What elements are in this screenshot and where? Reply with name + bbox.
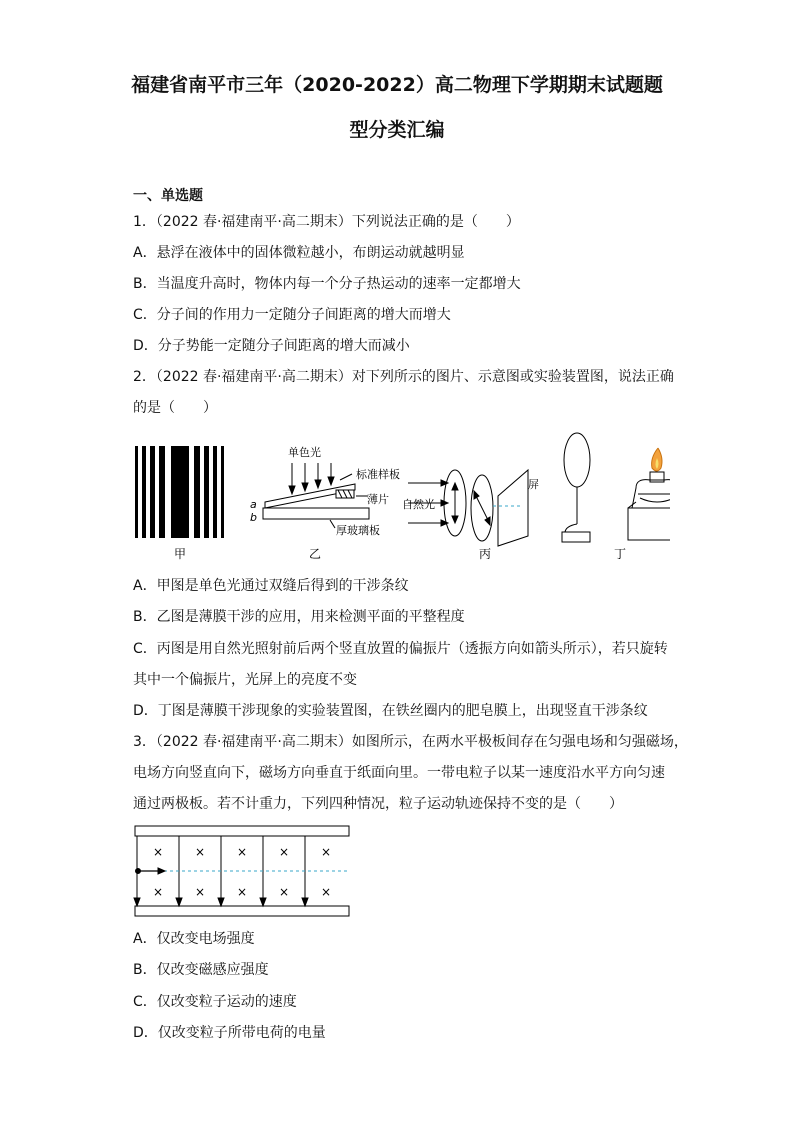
q2-option-d: D．丁图是薄膜干涉现象的实验装置图，在铁丝圈内的肥皂膜上，出现竖直干涉条纹 <box>133 703 648 719</box>
q3-figure <box>132 824 352 920</box>
q1-stem: 1．（2022 春·福建南平·高二期末）下列说法正确的是（ ） <box>133 214 520 230</box>
q2-option-c-line2: 其中一个偏振片，光屏上的亮度不变 <box>133 672 357 688</box>
doc-title-line1: 福建省南平市三年（2020-2022）高二物理下学期期末试题题 <box>131 74 663 96</box>
doc-title-line2: 型分类汇编 <box>349 119 445 141</box>
svg-text:×: × <box>278 845 290 859</box>
q2-stem-line1: 2．（2022 春·福建南平·高二期末）对下列所示的图片、示意图或实验装置图，说法正确 <box>133 369 674 385</box>
polarizer-diagram <box>402 470 539 546</box>
q3-stem-line1: 3．（2022 春·福建南平·高二期末）如图所示，在两水平极板间存在匀强电场和匀强磁场， <box>133 734 688 750</box>
section-heading: 一、单选题 <box>133 188 203 204</box>
label-a: a <box>250 498 257 511</box>
q2-stem-line2: 的是（ ） <box>133 400 217 416</box>
q1-option-b: B．当温度升高时，物体内每一个分子热运动的速率一定都增大 <box>133 276 521 292</box>
q2-option-c-line1: C．丙图是用自然光照射前后两个竖直放置的偏振片（透振方向如箭头所示），若只旋转 <box>133 641 668 657</box>
bottom-plate <box>135 906 349 916</box>
q3-option-b: B．仅改变磁感应强度 <box>133 962 269 978</box>
q2-option-a: A．甲图是单色光通过双缝后得到的干涉条纹 <box>133 578 409 594</box>
top-plate <box>135 826 349 836</box>
svg-text:×: × <box>320 885 332 899</box>
label-screen: 屏 <box>528 478 539 491</box>
svg-text:×: × <box>152 845 164 859</box>
label-b: b <box>250 511 257 524</box>
label-std-plate: 标准样板 <box>356 468 400 481</box>
label-natural-light: 自然光 <box>402 498 435 511</box>
q3-option-d: D．仅改变粒子所带电荷的电量 <box>133 1025 326 1041</box>
label-thin-sheet: 薄片 <box>367 493 389 506</box>
magnetic-field-crosses <box>153 845 331 899</box>
svg-text:×: × <box>194 885 206 899</box>
label-bing: 丙 <box>478 547 492 561</box>
q3-option-c: C．仅改变粒子运动的速度 <box>133 994 297 1010</box>
q1-option-a: A．悬浮在液体中的固体微粒越小，布朗运动就越明显 <box>133 245 465 261</box>
wedge-film-diagram <box>250 445 400 537</box>
svg-text:×: × <box>236 885 248 899</box>
q2-figure <box>130 428 670 568</box>
fringe-pattern <box>135 446 224 538</box>
particle <box>136 869 141 874</box>
label-jia: 甲 <box>173 547 187 561</box>
q3-stem-line2: 电场方向竖直向下，磁场方向垂直于纸面向里。一带电粒子以某一速度沿水平方向匀速 <box>133 765 665 781</box>
svg-text:×: × <box>194 845 206 859</box>
label-thick-plate: 厚玻璃板 <box>336 524 380 537</box>
label-ding: 丁 <box>613 547 627 561</box>
svg-text:×: × <box>152 885 164 899</box>
q3-option-a: A．仅改变电场强度 <box>133 931 255 947</box>
label-yi: 乙 <box>308 547 322 561</box>
q3-stem-line3: 通过两极板。若不计重力，下列四种情况，粒子运动轨迹保持不变的是（ ） <box>133 796 623 812</box>
svg-text:×: × <box>236 845 248 859</box>
q1-option-d: D．分子势能一定随分子间距离的增大而减小 <box>133 338 410 354</box>
q2-option-b: B．乙图是薄膜干涉的应用，用来检测平面的平整程度 <box>133 609 465 625</box>
alcohol-lamp <box>628 448 670 540</box>
label-mono-light: 单色光 <box>288 446 321 459</box>
svg-text:×: × <box>278 885 290 899</box>
svg-text:×: × <box>320 845 332 859</box>
soap-film-ring <box>562 433 590 542</box>
q1-option-c: C．分子间的作用力一定随分子间距离的增大而增大 <box>133 307 451 323</box>
